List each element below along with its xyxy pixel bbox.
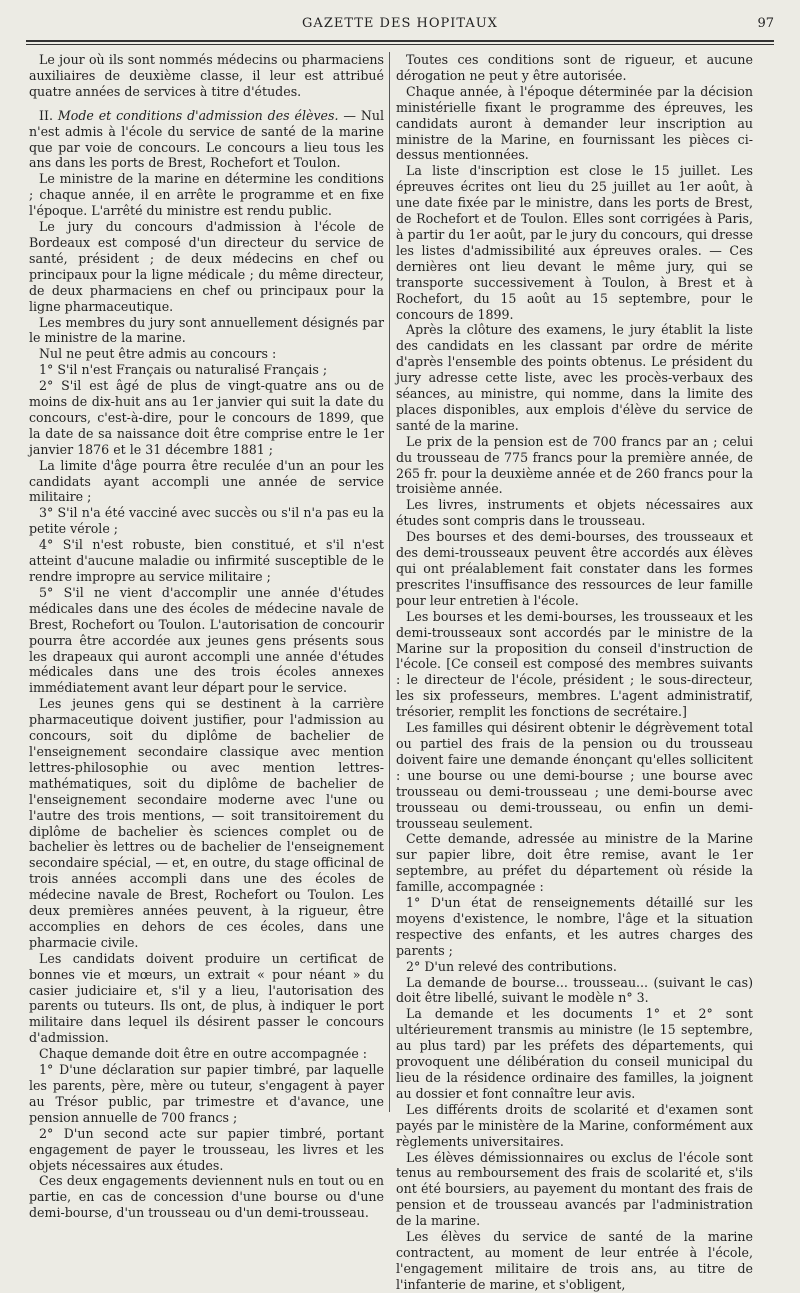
paragraph: La demande et les documents 1° et 2° sont ultérieurement transmis au ministre (le 15 septembre, au plus tard) par les préfets des départements, qui provoquent une délibération du conseil municipal du lieu de la résidence ordinaire des familles, la joignent au dossier et font connaître leur avis. xyxy=(396,1006,753,1101)
column-divider xyxy=(389,52,390,1112)
paragraph: Chaque demande doit être en outre accompagnée : xyxy=(39,1046,368,1062)
paragraph: Les bourses et les demi-bourses, les trousseaux et les demi-trousseaux sont accordés par le ministre de la Marine sur la proposition du conseil d'instruction de l'école. [Ce conseil est composé des membres suivants : le directeur de l'école, président ; le sous-directeur, les six professeurs, membres. L'agent administratif, trésorier, remplit les fonctions de secrétaire.] xyxy=(396,608,753,720)
section-title: Mode et conditions d'admission des élèves. xyxy=(57,107,339,123)
header-rule-thick xyxy=(26,40,774,42)
page-number: 97 xyxy=(757,16,774,31)
paragraph: Cette demande, adressée au ministre de la Marine sur papier libre, doit être remise, avant le 1er septembre, au préfet du département où réside la famille, accompagnée : xyxy=(396,831,753,895)
paragraph: Ces deux engagements deviennent nuls en tout ou en partie, en cas de concession d'une bourse ou d'une demi-bourse, d'un trousseau ou d'un demi-trousseau. xyxy=(29,1173,384,1221)
paragraph: La limite d'âge pourra être reculée d'un an pour les candidats ayant accompli une année de service militaire ; xyxy=(29,457,384,505)
paragraph: 1° S'il n'est Français ou naturalisé Français ; xyxy=(39,362,328,378)
paragraph: La liste d'inscription est close le 15 juillet. Les épreuves écrites ont lieu du 25 juillet au 1er août, à une date fixée par le ministre, dans les ports de Brest, de Rochefort et de Toulon. Elles sont corrigées à Paris, à partir du 1er août, par le jury du concours, qui dresse les listes d'admissibilité aux épreuves orales. — Ces dernières ont lieu devant le même jury, qui se transporte successivement à Toulon, à Brest et à Rochefort, du 15 août au 15 septembre, pour le concours de 1899. xyxy=(396,163,753,322)
section-number: II. xyxy=(39,107,58,123)
paragraph: 5° S'il ne vient d'accomplir une année d'études médicales dans une des écoles de médecine navale de Brest, Rochefort ou Toulon. L'autorisation de concourir pourra être accordée aux jeunes gens présents sous les drapeaux qui auront accompli une année d'études médicales dans une des trois écoles annexes immédiatement avant leur départ pour le service. xyxy=(29,584,384,696)
section-heading-paragraph xyxy=(29,108,384,172)
paragraph: Le jour où ils sont nommés médecins ou pharmaciens auxiliaires de deuxième classe, il leur est attribué quatre années de services à titre d'études. xyxy=(29,52,384,99)
right-column xyxy=(396,52,753,1293)
paragraph: Toutes ces conditions sont de rigueur, et aucune dérogation ne peut y être autorisée. xyxy=(396,52,753,83)
paragraph: Nul ne peut être admis au concours : xyxy=(39,346,277,362)
paragraph: 2° S'il est âgé de plus de vingt-quatre ans ou de moins de dix-huit ans au 1er janvier qui suit la date du concours, c'est-à-dire, pour le concours de 1899, que la date de sa naissance doit être comprise entre le 1er janvier 1876 et le 31 décembre 1881 ; xyxy=(29,378,384,457)
journal-title: GAZETTE DES HOPITAUX xyxy=(302,16,498,31)
paragraph: Les familles qui désirent obtenir le dégrèvement total ou partiel des frais de la pension ou du trousseau doivent faire une demande énonçant qu'elles sollicitent : une bourse ou une demi-bourse ; une bourse avec trousseau ou demi-trousseau ; une demi-bourse avec trousseau ou demi-trousseau, ou enfin un demi-trousseau seulement. xyxy=(396,720,753,831)
paragraph: Les membres du jury sont annuellement désignés par le ministre de la marine. xyxy=(29,314,384,346)
paragraph: Des bourses et des demi-bourses, des trousseaux et des demi-trousseaux peuvent être accordés aux élèves qui ont préalablement fait constater dans les formes prescrites l'insuffisance des ressources de leur famille pour leur entretien à l'école. xyxy=(396,529,753,608)
page-header xyxy=(26,16,774,36)
paragraph: Les livres, instruments et objets nécessaires aux études sont compris dans le trousseau. xyxy=(396,497,753,529)
paragraph: 2° D'un relevé des contributions. xyxy=(406,958,617,974)
section-text: — Nul n'est admis à l'école du service de santé de la marine que par voie de concours. Le concours a lieu tous les ans dans les ports de Brest, Rochefort et Toulon. xyxy=(29,107,384,171)
paragraph: Chaque année, à l'époque déterminée par la décision ministérielle fixant le programme des épreuves, les candidats auront à demander leur inscription au ministre de la Marine, en fournissant les pièces ci-dessus mentionnées. xyxy=(396,83,753,163)
paragraph: 1° D'une déclaration sur papier timbré, par laquelle les parents, père, mère ou tuteur, s'engagent à payer au Trésor public, par trimestre et d'avance, une pension annuelle de 700 francs ; xyxy=(29,1062,384,1125)
paragraph: 4° S'il n'est robuste, bien constitué, et s'il n'est atteint d'aucune maladie ou infirmité susceptible de le rendre impropre au service militaire ; xyxy=(29,537,384,584)
paragraph: 1° D'un état de renseignements détaillé sur les moyens d'existence, le nombre, l'âge et la situation respective des enfants, et les autres charges des parents ; xyxy=(396,895,753,958)
paragraph: Le ministre de la marine en détermine les conditions ; chaque année, il en arrête le programme et en fixe l'époque. L'arrêté du ministre est rendu public. xyxy=(29,171,384,219)
paragraph: Le jury du concours d'admission à l'école de Bordeaux est composé d'un directeur du service de santé, président ; de deux médecins en chef ou principaux pour la ligne médicale ; du même directeur, de deux pharmaciens en chef ou principaux pour la ligne pharmaceutique. xyxy=(29,219,384,314)
paragraph: Les jeunes gens qui se destinent à la carrière pharmaceutique doivent justifier, pour l'admission au concours, soit du diplôme de bachelier de l'enseignement secondaire classique avec mention lettres-philosophie ou avec mention lettres-mathématiques, soit du diplôme de bachelier de l'enseignement secondaire moderne avec l'une ou l'autre des trois mentions, — soit transitoirement du diplôme de bachelier ès sciences complet ou de bachelier ès lettres ou de bachelier de l'enseignement secondaire spécial, — et, en outre, du stage officinal de trois années accompli dans une des écoles de médecine navale de Brest, Rochefort ou Toulon. Les deux premières années peuvent, à la rigueur, être accomplies en dehors de ces écoles, dans une pharmacie civile. xyxy=(29,696,384,950)
paragraph: Après la clôture des examens, le jury établit la liste des candidats en les classant par ordre de mérite d'après l'ensemble des points obtenus. Le président du jury adresse cette liste, avec les procès-verbaux des séances, au ministre, qui nomme, dans la limite des places disponibles, aux emplois d'élève du service de santé de la marine. xyxy=(396,322,753,433)
paragraph: 3° S'il n'a été vacciné avec succès ou s'il n'a pas eu la petite vérole ; xyxy=(29,505,384,537)
paragraph: Les élèves démissionnaires ou exclus de l'école sont tenus au remboursement des frais de scolarité et, s'ils ont été boursiers, au payement du montant des frais de pension et de trousseau avancés par l'administration de la marine. xyxy=(396,1149,753,1229)
paragraph: 2° D'un second acte sur papier timbré, portant engagement de payer le trousseau, les livres et les objets nécessaires aux études. xyxy=(29,1125,384,1173)
paragraph: Les candidats doivent produire un certificat de bonnes vie et mœurs, un extrait « pour néant » du casier judiciaire et, s'il y a lieu, l'autorisation des parents ou tuteurs. Ils ont, de plus, à indiquer le port militaire dans lequel ils désirent passer le concours d'admission. xyxy=(29,950,384,1046)
paragraph: Les différents droits de scolarité et d'examen sont payés par le ministère de la Marine, conformément aux règlements universitaires. xyxy=(396,1101,753,1149)
paragraph: Les élèves du service de santé de la marine contractent, au moment de leur entrée à l'école, l'engagement militaire de trois ans, au titre de l'infanterie de marine, et s'obligent, xyxy=(396,1229,753,1292)
left-column xyxy=(29,52,384,1221)
paragraph: Le prix de la pension est de 700 francs par an ; celui du trousseau de 775 francs pour la première année, de 265 fr. pour la deuxième année et de 260 francs pour la troisième année. xyxy=(396,433,753,497)
paragraph: La demande de bourse... trousseau... (suivant le cas) doit être libellé, suivant le modèle n° 3. xyxy=(396,974,753,1006)
header-rule-thin xyxy=(26,44,774,45)
